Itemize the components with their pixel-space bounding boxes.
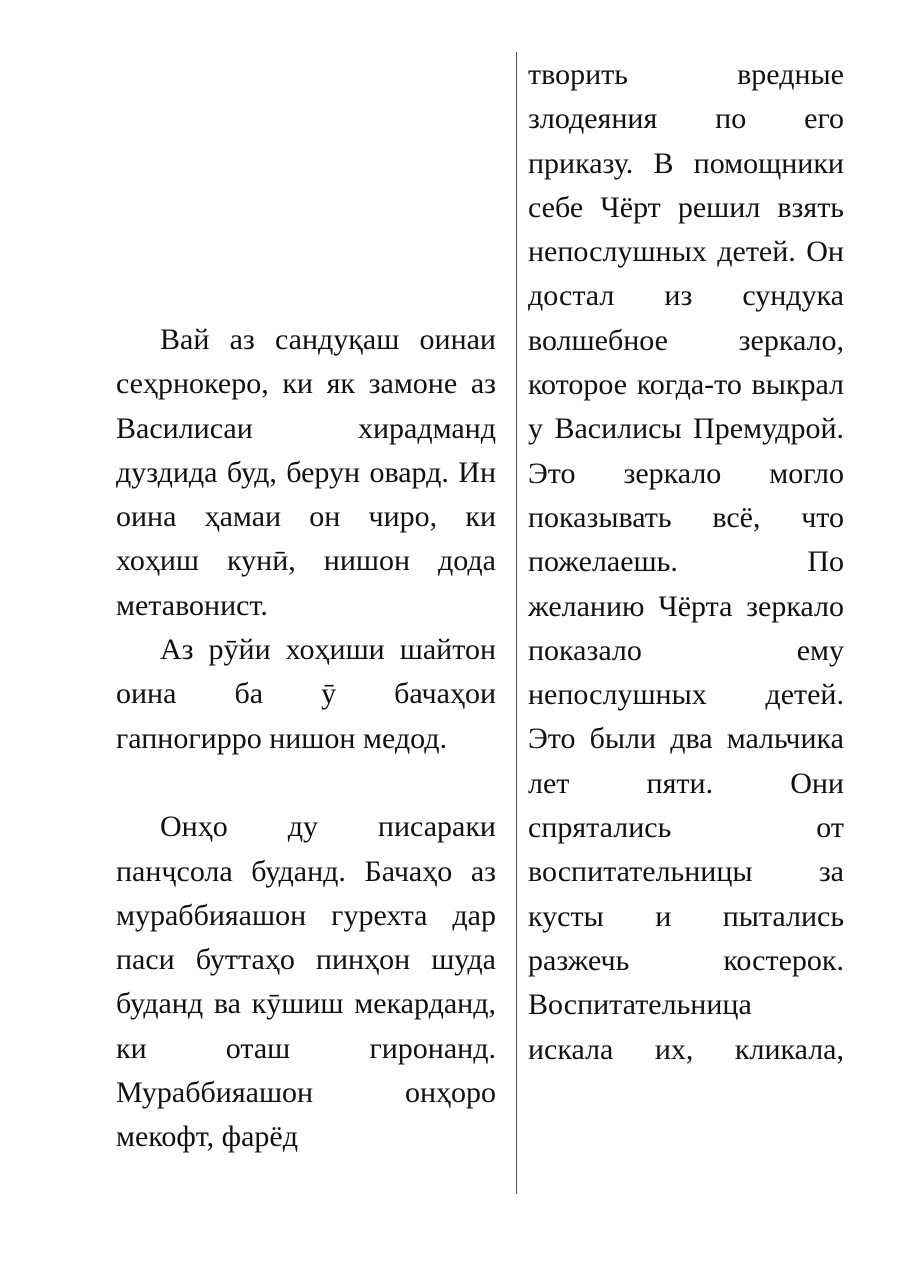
paragraph-two-boys: Онҳо ду писараки панҷсола буданд. Бачаҳо аз мураббияашон гурехта дар паси буттаҳо пинҳон шуда буданд ва кӯшиш мекарданд, ки оташ гиронанд. Мураббияашон онҳоро мекофт, фарёд [116, 810, 496, 1154]
tajik-text-column [116, 318, 496, 1160]
column-divider [516, 52, 517, 1194]
paragraph-russian-continuation: творить вредные злодеяния по его приказу. В помощники себе Чёрт решил взять непослушных детей. Он достал из сундука волшебное зеркало, которое когда-то выкрал у Василисы Премудрой. Это зеркало могло показывать всё, что пожелаешь. По желанию Чёрта зеркало показало ему непослушных детей. Это были два мальчика лет пяти. Они спрятались от воспитательницы за кусты и пытались разжечь костерок. Воспитательница искала их, кликала, [528, 58, 844, 1066]
russian-text-column [528, 53, 844, 1072]
paragraph-mirror: Вай аз сандуқаш оинаи сеҳрнокеро, ки як замоне аз Василисаи хирадманд дуздида буд, берун овард. Ин оина ҳамаи он чиро, ки хоҳиш кунӣ, нишон дода метавонист. [116, 323, 496, 622]
paragraph-devil-wish: Аз рӯйи хоҳиши шайтон оина ба ӯ бачаҳои гапногирро нишон медод. [116, 633, 496, 755]
